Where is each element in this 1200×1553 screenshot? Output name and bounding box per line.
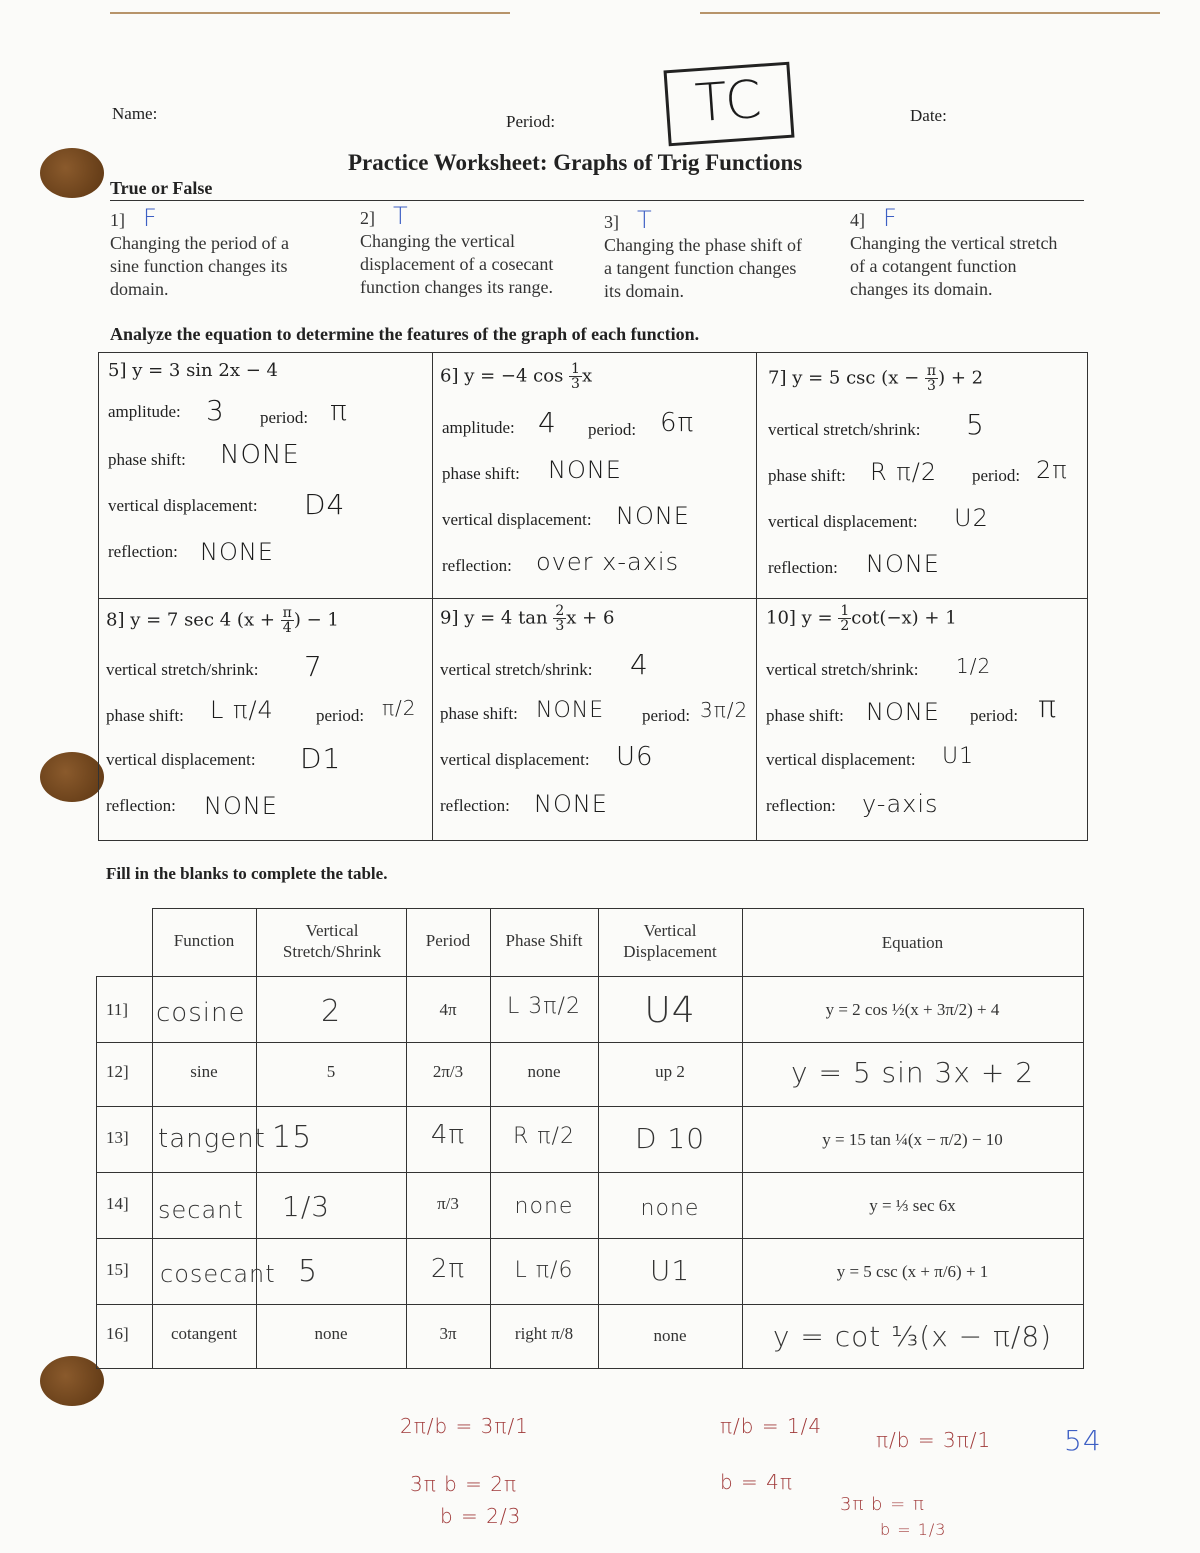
row-number: 16] (106, 1324, 129, 1343)
paper-edge (700, 12, 1160, 14)
label: phase shift: (106, 706, 184, 725)
table-cell-phase-shift: right π/8 (514, 1324, 574, 1343)
scratch-work: π/b = 1/4 (720, 1414, 823, 1438)
answer-period: π (1038, 690, 1058, 725)
grid-line (1087, 352, 1088, 840)
label: vertical stretch/shrink: (106, 660, 259, 679)
table-cell-function: cosine (156, 998, 246, 1028)
grid-line (98, 352, 1088, 353)
name-label: Name: (112, 104, 158, 123)
binder-hole (40, 752, 104, 802)
grid-line (96, 1304, 1084, 1305)
grid-line (96, 1172, 1084, 1173)
answer-phase-shift: L π/4 (210, 696, 274, 724)
grid-line (96, 976, 97, 1368)
scratch-work: b = 2/3 (440, 1504, 522, 1528)
answer-phase-shift: NONE (220, 440, 300, 470)
table-cell-function: cosecant (160, 1260, 276, 1288)
answer-vertical-stretch: 4 (630, 648, 649, 681)
equation-10: 10] y = $\frac{1}{2}$ cot(−x) + 1 (766, 603, 957, 634)
equation-5: 5] y = 3 sin 2x − 4 (108, 360, 278, 381)
equation-6: 6] y = −4 cos $\frac{1}{3}$ x (440, 361, 593, 392)
table-cell-period: 4π (430, 1120, 466, 1150)
answer-period: π (330, 394, 348, 427)
table-cell-phase-shift: L 3π/2 (507, 994, 581, 1019)
grid-line (96, 1042, 1084, 1043)
answer-reflection: NONE (534, 790, 608, 818)
grid-line (756, 352, 757, 840)
grid-line (1083, 908, 1084, 1368)
label: vertical stretch/shrink: (766, 660, 919, 679)
column-header: Phase Shift (505, 931, 583, 950)
label: vertical displacement: (440, 750, 590, 769)
binder-hole (40, 148, 104, 198)
answer-reflection: NONE (200, 538, 274, 566)
answer-vertical-displacement: U2 (954, 504, 989, 532)
table-heading: Fill in the blanks to complete the table. (106, 864, 388, 883)
paper-edge (110, 12, 510, 14)
scratch-work: 2π/b = 3π/1 (400, 1414, 529, 1438)
scratch-work: 3π b = π (840, 1494, 925, 1515)
tf-item-3: 3] T Changing the phase shift of a tangent function changes its domain. (604, 206, 802, 301)
table-cell-phase-shift: R π/2 (513, 1124, 575, 1149)
label: vertical displacement: (442, 510, 592, 529)
tf-item-2: 2] T Changing the vertical displacement of a cosecant function changes its range. (360, 202, 554, 297)
column-header: Vertical Displacement (623, 921, 717, 961)
table-cell-phase-shift: none (514, 1194, 574, 1219)
tf-answer: F (883, 204, 898, 232)
grid-line (98, 352, 99, 840)
label: period: (642, 706, 691, 725)
row-number: 13] (106, 1128, 129, 1147)
table-cell-stretch: 1/3 (282, 1190, 331, 1223)
binder-hole (40, 1356, 104, 1406)
label: vertical displacement: (108, 496, 258, 515)
label: reflection: (768, 558, 838, 577)
scratch-work: b = 4π (720, 1470, 793, 1494)
grid-line (96, 1238, 1084, 1239)
table-cell-stretch: 5 (298, 1254, 319, 1289)
answer-period: 6π (660, 408, 695, 438)
label: reflection: (106, 796, 176, 815)
answer-reflection: NONE (866, 550, 940, 578)
label: period: (260, 408, 309, 427)
table-cell-function: sine (190, 1062, 218, 1081)
table-cell-phase-shift: L π/6 (514, 1258, 574, 1283)
label: phase shift: (440, 704, 518, 723)
equation-9: 9] y = 4 tan $\frac{2}{3}$ x + 6 (440, 603, 615, 634)
table-cell-stretch: 2 (320, 994, 342, 1029)
row-number: 15] (106, 1260, 129, 1279)
table-cell-period: 3π (439, 1324, 457, 1343)
grid-line (96, 1368, 1084, 1369)
label: phase shift: (768, 466, 846, 485)
answer-amplitude: 4 (538, 406, 557, 439)
divider (110, 200, 1084, 201)
table-cell-function: tangent (158, 1124, 266, 1154)
column-header: Function (173, 931, 235, 950)
scratch-work: 3π b = 2π (410, 1472, 518, 1496)
table-cell-phase-shift: none (527, 1062, 561, 1081)
label: phase shift: (442, 464, 520, 483)
answer-period: 2π (1036, 456, 1068, 484)
table-cell-equation: y = 15 tan ¼(x − π/2) − 10 (822, 1130, 1003, 1149)
grid-line (96, 1106, 1084, 1107)
table-cell-equation: y = cot ⅓(x − π/8) (772, 1320, 1053, 1353)
grid-line (96, 976, 1084, 977)
answer-phase-shift: NONE (536, 698, 605, 723)
tf-answer: F (143, 204, 158, 232)
grid-line (98, 598, 1088, 599)
table-cell-stretch: 5 (326, 1062, 336, 1081)
table-cell-period: π/3 (437, 1194, 459, 1213)
label: reflection: (766, 796, 836, 815)
date-label: Date: (910, 106, 947, 125)
table-cell-equation: y = 5 csc (x + π/6) + 1 (836, 1262, 989, 1281)
grid-line (432, 352, 433, 840)
table-cell-equation: y = 5 sin 3x + 2 (790, 1056, 1035, 1089)
answer-vertical-displacement: U6 (616, 742, 654, 772)
answer-vertical-displacement: U1 (942, 744, 975, 769)
row-number: 11] (106, 1000, 129, 1019)
label: reflection: (108, 542, 178, 561)
score-mark: 54 (1064, 1424, 1102, 1457)
label: reflection: (440, 796, 510, 815)
answer-vertical-stretch: 5 (966, 408, 985, 441)
row-number: 12] (106, 1062, 129, 1081)
table-cell-period: 2π/3 (432, 1062, 464, 1081)
answer-vertical-stretch: 7 (304, 650, 323, 683)
answer-reflection: y-axis (862, 790, 939, 818)
grid-line (152, 908, 153, 1368)
label: period: (970, 706, 1019, 725)
label: reflection: (442, 556, 512, 575)
table-cell-vertical-displacement: up 2 (655, 1062, 685, 1081)
table-cell-period: 2π (430, 1254, 466, 1284)
answer-vertical-displacement: NONE (616, 502, 690, 530)
label: amplitude: (108, 402, 181, 421)
table-cell-vertical-displacement: none (653, 1326, 687, 1345)
column-header: Vertical Stretch/Shrink (282, 921, 382, 961)
true-false-heading: True or False (110, 178, 213, 198)
table-cell-stretch: 15 (272, 1120, 313, 1155)
answer-period: π/2 (382, 696, 417, 720)
tf-answer: T (637, 206, 653, 234)
label: phase shift: (108, 450, 186, 469)
column-header: Period (425, 931, 471, 950)
tf-item-1: 1] F Changing the period of a sine function changes its domain. (110, 204, 289, 299)
label: vertical displacement: (766, 750, 916, 769)
label: period: (316, 706, 365, 725)
answer-reflection: over x-axis (536, 548, 680, 576)
scratch-work: π/b = 3π/1 (876, 1428, 992, 1452)
answer-vertical-displacement: D1 (300, 742, 342, 775)
label: vertical displacement: (106, 750, 256, 769)
tf-answer: T (393, 202, 409, 230)
period-label: Period: (506, 112, 556, 131)
table-cell-equation: y = ⅓ sec 6x (869, 1196, 956, 1215)
answer-period: 3π/2 (700, 698, 749, 722)
tf-item-4: 4] F Changing the vertical stretch of a cotangent function changes its domain. (850, 204, 1058, 299)
equation-7: 7] y = 5 csc (x − $\frac{\pi}{3}$ ) + 2 (768, 363, 984, 394)
scratch-work: b = 1/3 (880, 1520, 947, 1539)
worksheet-title: Practice Worksheet: Graphs of Trig Functions (348, 150, 803, 175)
table-cell-stretch: none (314, 1324, 348, 1343)
table-cell-period: 4π (439, 1000, 457, 1019)
answer-phase-shift: R π/2 (870, 458, 938, 486)
column-header: Equation (881, 933, 944, 952)
answer-phase-shift: NONE (548, 456, 622, 484)
table-cell-equation: y = 2 cos ½(x + 3π/2) + 4 (825, 1000, 1000, 1019)
answer-reflection: NONE (204, 792, 278, 820)
row-number: 14] (106, 1194, 129, 1213)
table-cell-function: cotangent (170, 1324, 238, 1343)
label: vertical stretch/shrink: (440, 660, 593, 679)
answer-amplitude: 3 (206, 394, 225, 427)
table-cell-vertical-displacement: D 10 (634, 1122, 706, 1155)
table-cell-vertical-displacement: U4 (644, 990, 696, 1031)
label: vertical displacement: (768, 512, 918, 531)
table-cell-vertical-displacement: U1 (649, 1254, 691, 1287)
label: period: (588, 420, 637, 439)
answer-phase-shift: NONE (866, 698, 940, 726)
label: phase shift: (766, 706, 844, 725)
answer-vertical-stretch: 1/2 (956, 654, 992, 678)
label: vertical stretch/shrink: (768, 420, 921, 439)
grade-mark: TC (664, 62, 795, 147)
equation-8: 8] y = 7 sec 4 (x + $\frac{\pi}{4}$ ) − 1 (106, 605, 339, 636)
grid-line (98, 840, 1088, 841)
label: period: (972, 466, 1021, 485)
table-cell-vertical-displacement: none (640, 1196, 700, 1221)
analyze-heading: Analyze the equation to determine the features of the graph of each function. (110, 324, 700, 344)
label: amplitude: (442, 418, 515, 437)
table-cell-function: secant (158, 1196, 244, 1224)
grid-line (152, 908, 1084, 909)
answer-vertical-displacement: D4 (304, 488, 346, 521)
